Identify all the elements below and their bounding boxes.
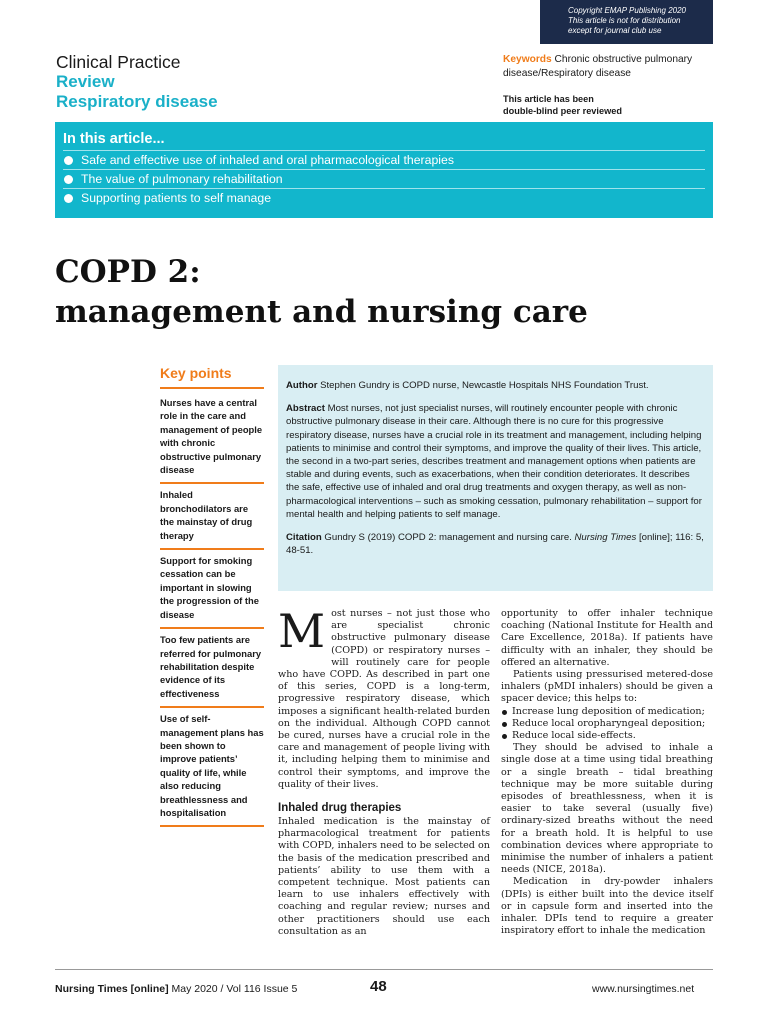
in-this-article-list — [63, 150, 705, 207]
list-item-text: Supporting patients to self manage — [81, 191, 272, 205]
key-point: Support for smoking cessation can be important in slowing the progression of the disease — [160, 550, 264, 629]
citation-text: Gundry S (2019) COPD 2: management and nursing care. — [324, 532, 572, 544]
footer-journal-info — [55, 983, 297, 995]
subheading: Inhaled drug therapies — [278, 802, 402, 815]
copyright-notice — [540, 0, 713, 44]
list-item — [501, 730, 713, 742]
peer-review-note — [503, 94, 703, 117]
peer-review-line: double-blind peer reviewed — [503, 105, 622, 116]
footer-website: www.nursingtimes.net — [592, 983, 695, 995]
footer-divider — [55, 969, 713, 970]
list-item-text: Reduce local side-effects. — [512, 730, 636, 742]
article-title — [55, 252, 588, 332]
body-paragraph: Inhaled medication is the mainstay of pharmacological treatment for patients with COPD, inhalers need to be selected on the basis of the medication prescribed and patients’ ability to use them with a competent technique. Most patients can learn to use inhalers effectively with coaching and regular review; nurses and other practitioners should use each consultation as an — [278, 816, 490, 937]
key-point: Use of self-management plans has been shown to improve patients’ quality of life, while also reducing breathlessness and hospitalisation — [160, 708, 264, 827]
list-item — [63, 169, 705, 188]
footer-issue: May 2020 / Vol 116 Issue 5 — [171, 983, 298, 995]
abstract-text: Most nurses, not just specialist nurses, will routinely encounter people with chronic obstructive pulmonary disease in their care. Although there is no cure for this progressive respiratory disease, nurses have a crucial role in its treatment and management, including helping patients to minimise and control their symptoms, and improve the quality of their lives. This article, the second in a two-part series, describes treatment and management options when patients are stable and during events, such as exacerbations, when their condition deteriorates. It describes the safe, effective use of inhaled and oral drug treatments and oxygen therapy, as well as non-pharmacological interventions – such as smoking cessation, pulmonary rehabilitation – support for mental health and helping patients to self manage. — [286, 403, 702, 520]
bullet-icon — [64, 175, 73, 184]
body-paragraph: Patients using pressurised metered-dose inhalers (pMDI inhalers) should be given a spacer device; this helps to: — [501, 669, 713, 705]
citation-journal: Nursing Times — [574, 532, 637, 544]
body-paragraph: Medication in dry-powder inhalers (DPIs) is either built into the device itself or in capsule form and inserted into the inhaler. DPIs tend to require a greater inspiratory effort to inhale the medication — [501, 876, 713, 937]
abstract — [286, 402, 705, 521]
section-label — [56, 52, 218, 112]
article-title-line: COPD 2: — [55, 254, 201, 290]
author-info — [286, 379, 705, 392]
body-paragraph: opportunity to offer inhaler technique coaching (National Institute for Health and Care Excellence, 2018a). If patients have difficulty with an inhaler, they should be offered an alternative. — [501, 608, 713, 668]
list-item — [501, 718, 713, 730]
body-paragraph: They should be advised to inhale a single dose at a time using tidal breathing or a single breath – tidal breathing technique may be more suitable during episodes of breathlessness, when it is easier to take several (usually five) ordinary-sized breaths without the need for a breath hold. It is helpful to use combination devices where appropriate to minimise the number of inhalers a patient needs (NICE, 2018a). — [501, 742, 713, 876]
keywords-label: Keywords — [503, 54, 552, 65]
key-points-heading: Key points — [160, 365, 264, 389]
footer-journal: Nursing Times [online] — [55, 983, 169, 995]
citation-label: Citation — [286, 532, 322, 544]
key-point: Nurses have a central role in the care and management of people with chronic obstructive pulmonary disease — [160, 392, 264, 484]
peer-review-line: This article has been — [503, 94, 594, 104]
list-item — [501, 706, 713, 718]
abstract-label: Abstract — [286, 403, 325, 415]
in-this-article-box — [55, 122, 713, 218]
copyright-line: This article is not for distribution — [568, 16, 681, 25]
body-paragraph — [278, 604, 490, 791]
bullet-list — [501, 706, 713, 743]
bullet-icon — [64, 156, 73, 165]
bullet-icon — [64, 194, 73, 203]
bullet-icon — [502, 710, 507, 715]
keywords-text: Chronic obstructive pulmonary disease/Respiratory disease — [503, 54, 693, 79]
list-item-text: Increase lung deposition of medication; — [512, 705, 705, 717]
list-item — [63, 150, 705, 169]
bullet-icon — [502, 722, 507, 727]
key-point: Inhaled bronchodilators are the mainstay of drug therapy — [160, 484, 264, 550]
section-topic: Respiratory disease — [56, 92, 218, 111]
copyright-line: except for journal club use — [568, 26, 662, 35]
body-text: ost nurses – not just those who are specialist chronic obstructive pulmonary disease (COPD) or respiratory nurses – will routinely care for people who have COPD. As described in part one of this series, COPD is a long-term, progressive respiratory disease, which imposes a significant health-related burden on the individual. Although COPD cannot be cured, nurses have a crucial role in the care and management of people living with it, including helping them to minimise and control their symptoms, and improve the quality of their lives. — [278, 608, 490, 790]
keywords — [503, 53, 723, 81]
article-title-line: management and nursing care — [55, 294, 588, 330]
body-column-1 — [278, 604, 490, 938]
section-type: Review — [56, 72, 115, 91]
citation — [286, 531, 705, 557]
list-item-text: Reduce local oropharyngeal deposition; — [512, 717, 706, 729]
drop-cap: M — [278, 604, 326, 658]
author-label: Author — [286, 380, 318, 391]
list-item-text: Safe and effective use of inhaled and oral pharmacological therapies — [81, 153, 455, 167]
copyright-line: Copyright EMAP Publishing 2020 — [568, 6, 686, 15]
body-column-2 — [501, 608, 713, 937]
key-point: Too few patients are referred for pulmonary rehabilitation despite evidence of its effectiveness — [160, 629, 264, 708]
abstract-box — [278, 365, 713, 591]
citation-details: [online]; 116: 5, 48-51. — [286, 532, 704, 557]
author-text: Stephen Gundry is COPD nurse, Newcastle Hospitals NHS Foundation Trust. — [320, 380, 649, 391]
key-points-list — [160, 392, 264, 827]
in-this-article-heading: In this article... — [63, 131, 165, 147]
bullet-icon — [502, 734, 507, 739]
page-number: 48 — [370, 978, 387, 995]
section-category: Clinical Practice — [56, 52, 181, 72]
list-item — [63, 188, 705, 207]
list-item-text: The value of pulmonary rehabilitation — [81, 172, 283, 186]
